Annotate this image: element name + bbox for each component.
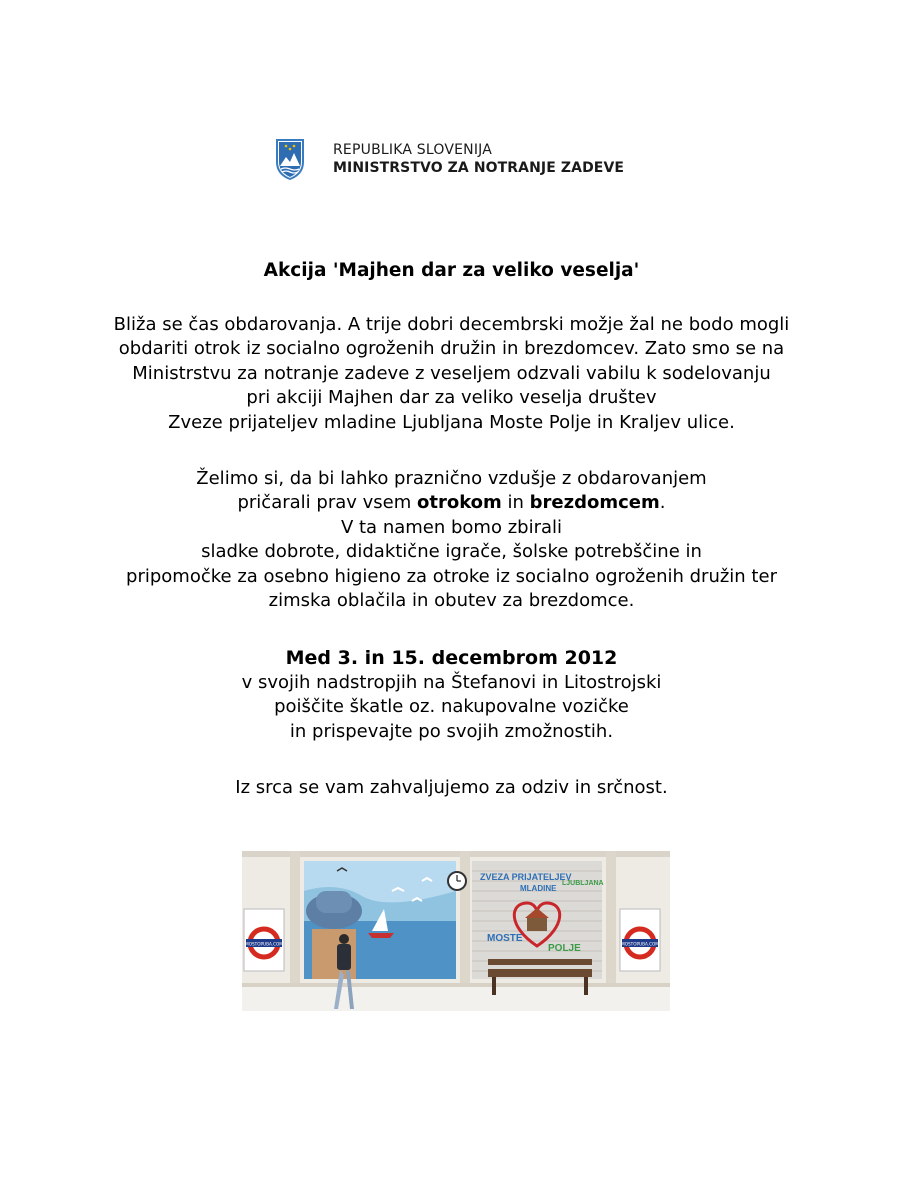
text-line: obdariti otrok iz socialno ogroženih družin in brezdomcev. Zato smo se na — [118, 338, 785, 360]
poster-title: ZVEZA PRIJATELJEV — [480, 872, 572, 882]
sign-text-right: MOSTOPUBA.COM — [621, 941, 659, 947]
text-line: Zveze prijateljev mladine Ljubljana Moste Polje in Kraljev ulice. — [168, 411, 735, 433]
wish-paragraph — [0, 467, 903, 613]
thanks-paragraph — [0, 776, 903, 800]
station-illustration — [242, 851, 670, 1011]
header-ministry: MINISTRSTVO ZA NOTRANJE ZADEVE — [333, 160, 625, 176]
text-line: zimska oblačila in obutev za brezdomce. — [268, 590, 635, 612]
text-span: in — [501, 492, 530, 514]
text-line: poiščite škatle oz. nakupovalne vozičke — [274, 696, 629, 718]
sign-text-left: MOSTOPUBA.COM — [245, 941, 283, 947]
pillar — [460, 851, 470, 983]
collection-date: Med 3. in 15. decembrom 2012 — [285, 647, 618, 669]
text-line — [0, 491, 903, 515]
header-republic: REPUBLIKA SLOVENIJA — [333, 142, 493, 158]
text-line: V ta namen bomo zbirali — [340, 516, 563, 538]
emphasis-homeless: brezdomcem — [529, 492, 660, 514]
slovenia-coat-of-arms-icon — [275, 138, 305, 180]
text-line: Iz srca se vam zahvaljujemo za odziv in srčnost. — [235, 777, 668, 798]
text-line: Ministrstvu za notranje zadeve z veseljem odzvali vabilu k sodelovanju — [132, 362, 771, 384]
poster-polje: POLJE — [548, 943, 581, 954]
emphasis-children: otrokom — [416, 492, 502, 514]
text-line: sladke dobrote, didaktične igrače, šolske potrebščine in — [201, 541, 702, 563]
text-line: v svojih nadstropjih na Štefanovi in Litostrojski — [241, 672, 662, 693]
page-title: Akcija 'Majhen dar za veliko veselja' — [263, 260, 640, 281]
collection-paragraph — [0, 645, 903, 744]
text-line: Želimo si, da bi lahko praznično vzdušje z obdarovanjem — [196, 468, 707, 489]
pillar — [606, 851, 616, 983]
text-line: pri akciji Majhen dar za veliko veselja društev — [246, 387, 657, 409]
text-line: Bliža se čas obdarovanja. A trije dobri decembrski možje žal ne bodo mogli — [113, 314, 790, 335]
text-line: pripomočke za osebno higieno za otroke iz socialno ogroženih družin ter — [126, 565, 777, 587]
ministry-header — [333, 141, 624, 177]
poster-sub1: MLADINE — [520, 884, 557, 893]
text-span: . — [659, 492, 666, 514]
text-line: in prispevajte po svojih zmožnostih. — [289, 720, 614, 742]
text-span: pričarali prav vsem — [237, 492, 417, 514]
pillar — [290, 851, 300, 983]
poster-moste: MOSTE — [487, 933, 523, 944]
intro-paragraph — [0, 313, 903, 435]
illustration-svg — [242, 851, 670, 1011]
poster-sub2: LJUBLJANA — [562, 880, 604, 887]
